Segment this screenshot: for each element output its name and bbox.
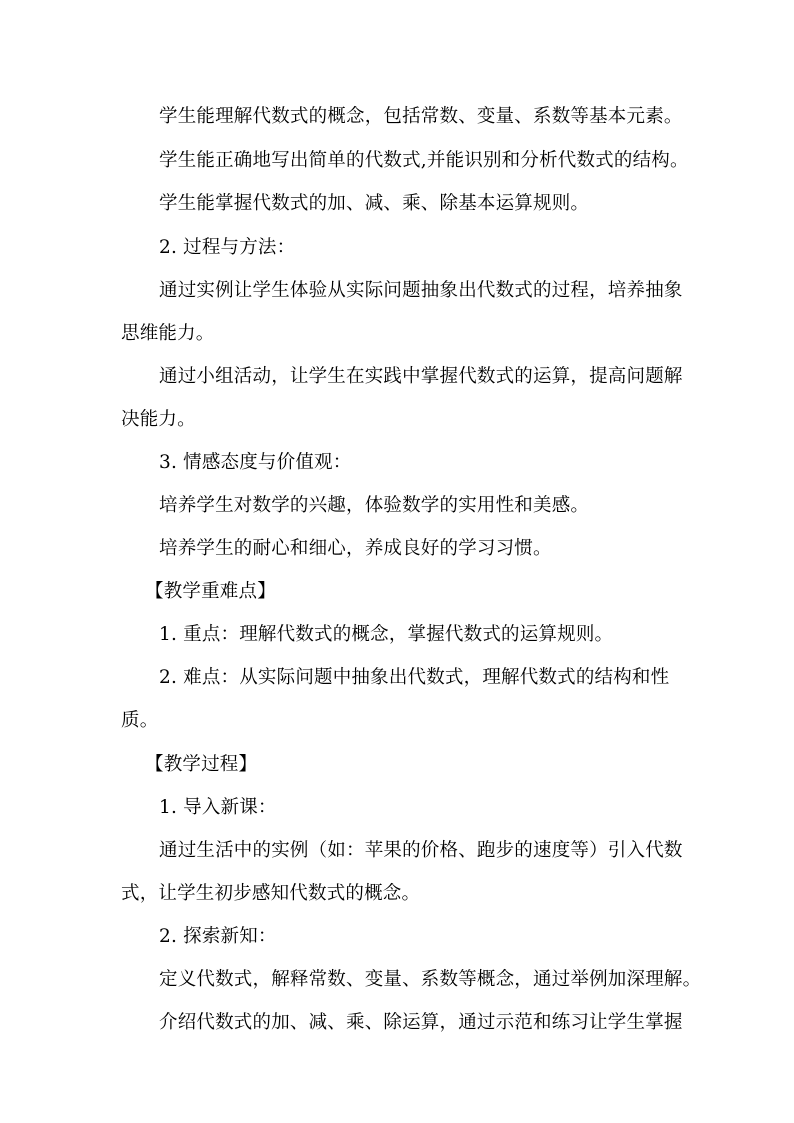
heading-emotion-values: 3. 情感态度与价值观： — [159, 452, 352, 473]
paragraph-key-point: 1. 重点：理解代数式的概念，掌握代数式的运算规则。 — [159, 624, 614, 645]
paragraph-emotion-habits: 培养学生的耐心和细心，养成良好的学习习惯。 — [159, 538, 552, 559]
paragraph-objective-structure: 学生能正确地写出简单的代数式,并能识别和分析代数式的结构。 — [159, 150, 689, 171]
heading-explore-new-knowledge: 2. 探索新知： — [159, 926, 277, 947]
paragraph-process-2-line-1: 通过小组活动，让学生在实践中掌握代数式的运算，提高问题解 — [159, 366, 683, 387]
paragraph-objective-concept: 学生能理解代数式的概念，包括常数、变量、系数等基本元素。 — [159, 106, 683, 127]
heading-process-method: 2. 过程与方法： — [159, 237, 296, 258]
heading-teaching-process: 【教学过程】 — [145, 754, 258, 775]
paragraph-explore-operations: 介绍代数式的加、减、乘、除运算，通过示范和练习让学生掌握 — [159, 1012, 683, 1033]
paragraph-difficult-point-line-1: 2. 难点：从实际问题中抽象出代数式，理解代数式的结构和性 — [159, 667, 670, 688]
paragraph-introduction-line-2: 式，让学生初步感知代数式的概念。 — [121, 883, 421, 904]
paragraph-emotion-interest: 培养学生对数学的兴趣，体验数学的实用性和美感。 — [159, 495, 590, 516]
paragraph-objective-operations: 学生能掌握代数式的加、减、乘、除基本运算规则。 — [159, 193, 590, 214]
heading-key-difficult-points: 【教学重难点】 — [145, 581, 276, 602]
paragraph-process-2-line-2: 决能力。 — [121, 409, 196, 430]
paragraph-process-1-line-1: 通过实例让学生体验从实际问题抽象出代数式的过程，培养抽象 — [159, 280, 683, 301]
paragraph-process-1-line-2: 思维能力。 — [121, 323, 215, 344]
paragraph-difficult-point-line-2: 质。 — [121, 710, 159, 731]
paragraph-explore-definition: 定义代数式，解释常数、变量、系数等概念，通过举例加深理解。 — [159, 969, 702, 990]
heading-introduction: 1. 导入新课： — [159, 797, 277, 818]
paragraph-introduction-line-1: 通过生活中的实例（如：苹果的价格、跑步的速度等）引入代数 — [159, 840, 683, 861]
